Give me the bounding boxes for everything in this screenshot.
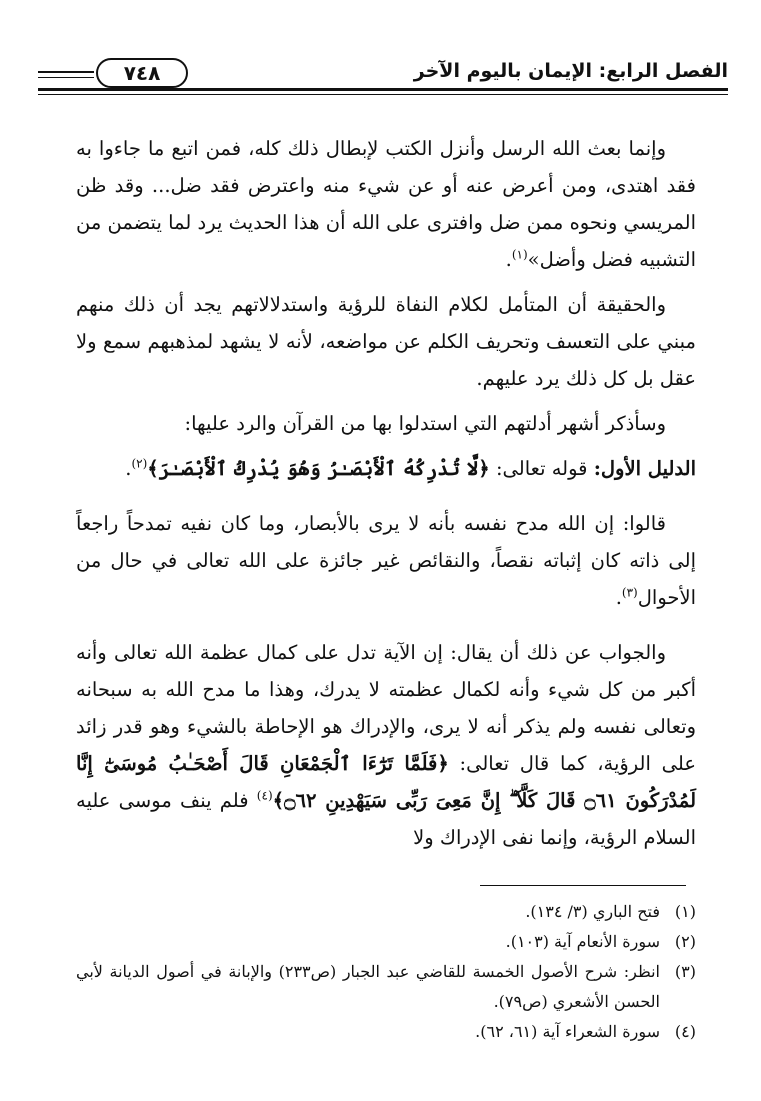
paragraph: وإنما بعث الله الرسل وأنزل الكتب لإبطال ذلك كله، فمن اتبع ما جاءوا به فقد اهتدى، ومن أعرض عنه أو عن شيء منه واعترض فقد ضل... وقد ظن المريسي ونحوه ممن ضل وافترى على الله أن هذا الحديث يرد لما يتضمن من التشبيه فضل وأضل»$^{(١)}$. [76, 137, 696, 271]
header-rule-thick [38, 88, 728, 91]
footnote-marker: (١) [511, 247, 528, 262]
paragraph: قالوا: إن الله مدح نفسه بأنه لا يرى بالأبصار، وما كان نفيه تمدحاً راجعاً إلى ذاته كان إثباته نقصاً، والنقائص غير جائزة على الله تعالى في حال من الأحوال$^{(٣)}$. [76, 512, 696, 609]
footnote-text: سورة الأنعام آية (١٠٣). [505, 932, 660, 951]
answer-text: والجواب عن ذلك أن يقال: إن الآية تدل على كمال عظمة الله تعالى وأنه أكبر من كل شيء وأنه لكمال عظمته لا يدرك، وهذا ما مدح الله به سبحانه وتعالى نفسه ولم يذكر أنه لا يرى، والإدراك هو الإحاطة بالشيء وهو قدر زائد على الرؤية، كما قال تعالى: [76, 641, 696, 775]
footnote-number: (٤) [674, 1022, 696, 1041]
footnote [76, 897, 696, 927]
main-text [76, 130, 696, 864]
footnotes [76, 897, 696, 1047]
header-rule-thin [38, 94, 728, 95]
footnote-marker: (٤) [256, 788, 273, 803]
proof-intro: قوله تعالى: [495, 457, 588, 480]
answer-paragraph [76, 634, 696, 856]
first-proof: الدليل الأول: قوله تعالى: ﴿لَّا تُدْرِكُهُ ٱلْأَبْصَـٰرُ وَهُوَ يُدْرِكُ ٱلْأَبْصَـٰرَ﴾$^{(٢)}$. [125, 456, 696, 480]
header-ornament-line-thin [38, 77, 94, 78]
footnote-marker: (٢) [131, 456, 148, 471]
quran-verse: ﴿لَّا تُدْرِكُهُ ٱلْأَبْصَـٰرُ وَهُوَ يُدْرِكُ ٱلْأَبْصَـٰرَ﴾ [147, 457, 490, 480]
footnote-text: فتح الباري (٣/ ١٣٤). [525, 902, 660, 921]
footnote-text: انظر: شرح الأصول الخمسة للقاضي عبد الجبار (ص٢٣٣) والإبانة في أصول الديانة لأبي الحسن الأشعري (ص٧٩). [76, 962, 660, 1011]
footnote-number: (٢) [674, 932, 696, 951]
paragraph: والحقيقة أن المتأمل لكلام النفاة للرؤية واستدلالاتهم يجد أن ذلك منهم مبني على التعسف وتحريف الكلم عن مواضعه، لأنه لا يشهد لمذهبهم سمع ولا عقل بل كل ذلك يرد عليهم. [76, 293, 696, 390]
footnote [76, 927, 696, 957]
proof-label: الدليل الأول: [593, 457, 696, 480]
paragraph-text: وإنما بعث الله الرسل وأنزل الكتب لإبطال ذلك كله، فمن اتبع ما جاءوا به فقد اهتدى، ومن أعرض عنه أو عن شيء منه واعترض فقد ضل... وقد ظن المريسي ونحوه ممن ضل وافترى على الله أن هذا الحديث يرد لما يتضمن من التشبيه فضل وأضل» [76, 137, 696, 271]
footnote [76, 1017, 696, 1047]
page-number [96, 58, 188, 88]
footnote-number: (١) [674, 902, 696, 921]
answer-text-continued: فلم ينف موسى عليه السلام الرؤية، وإنما نفى الإدراك ولا [76, 789, 696, 849]
footnote [76, 957, 696, 1017]
page-header [38, 58, 728, 98]
page-number-text: ٧٤٨ [123, 61, 161, 85]
footnote-marker: (٣) [621, 585, 638, 600]
footnote-number: (٣) [674, 962, 696, 981]
quran-verse: ﴿فَلَمَّا تَرَٰٓءَا ٱلْجَمْعَانِ قَالَ أَصْحَـٰبُ مُوسَىٰٓ إِنَّا لَمُدْرَكُونَ ۝٦١ قَالَ كَلَّآ ۖ إِنَّ مَعِىَ رَبِّى سَيَهْدِينِ ۝٦٢﴾ [76, 752, 697, 812]
footnote-separator [480, 885, 686, 886]
chapter-title: الفصل الرابع: الإيمان باليوم الآخر [413, 60, 728, 82]
paragraph: وسأذكر أشهر أدلتهم التي استدلوا بها من القرآن والرد عليها: [184, 412, 666, 435]
header-ornament-line [38, 71, 94, 73]
footnote-text: سورة الشعراء آية (٦١، ٦٢). [475, 1022, 660, 1041]
paragraph-text: قالوا: إن الله مدح نفسه بأنه لا يرى بالأبصار، وما كان نفيه تمدحاً راجعاً إلى ذاته كان إثباته نقصاً، والنقائص غير جائزة على الله تعالى في حال من الأحوال [76, 512, 696, 609]
